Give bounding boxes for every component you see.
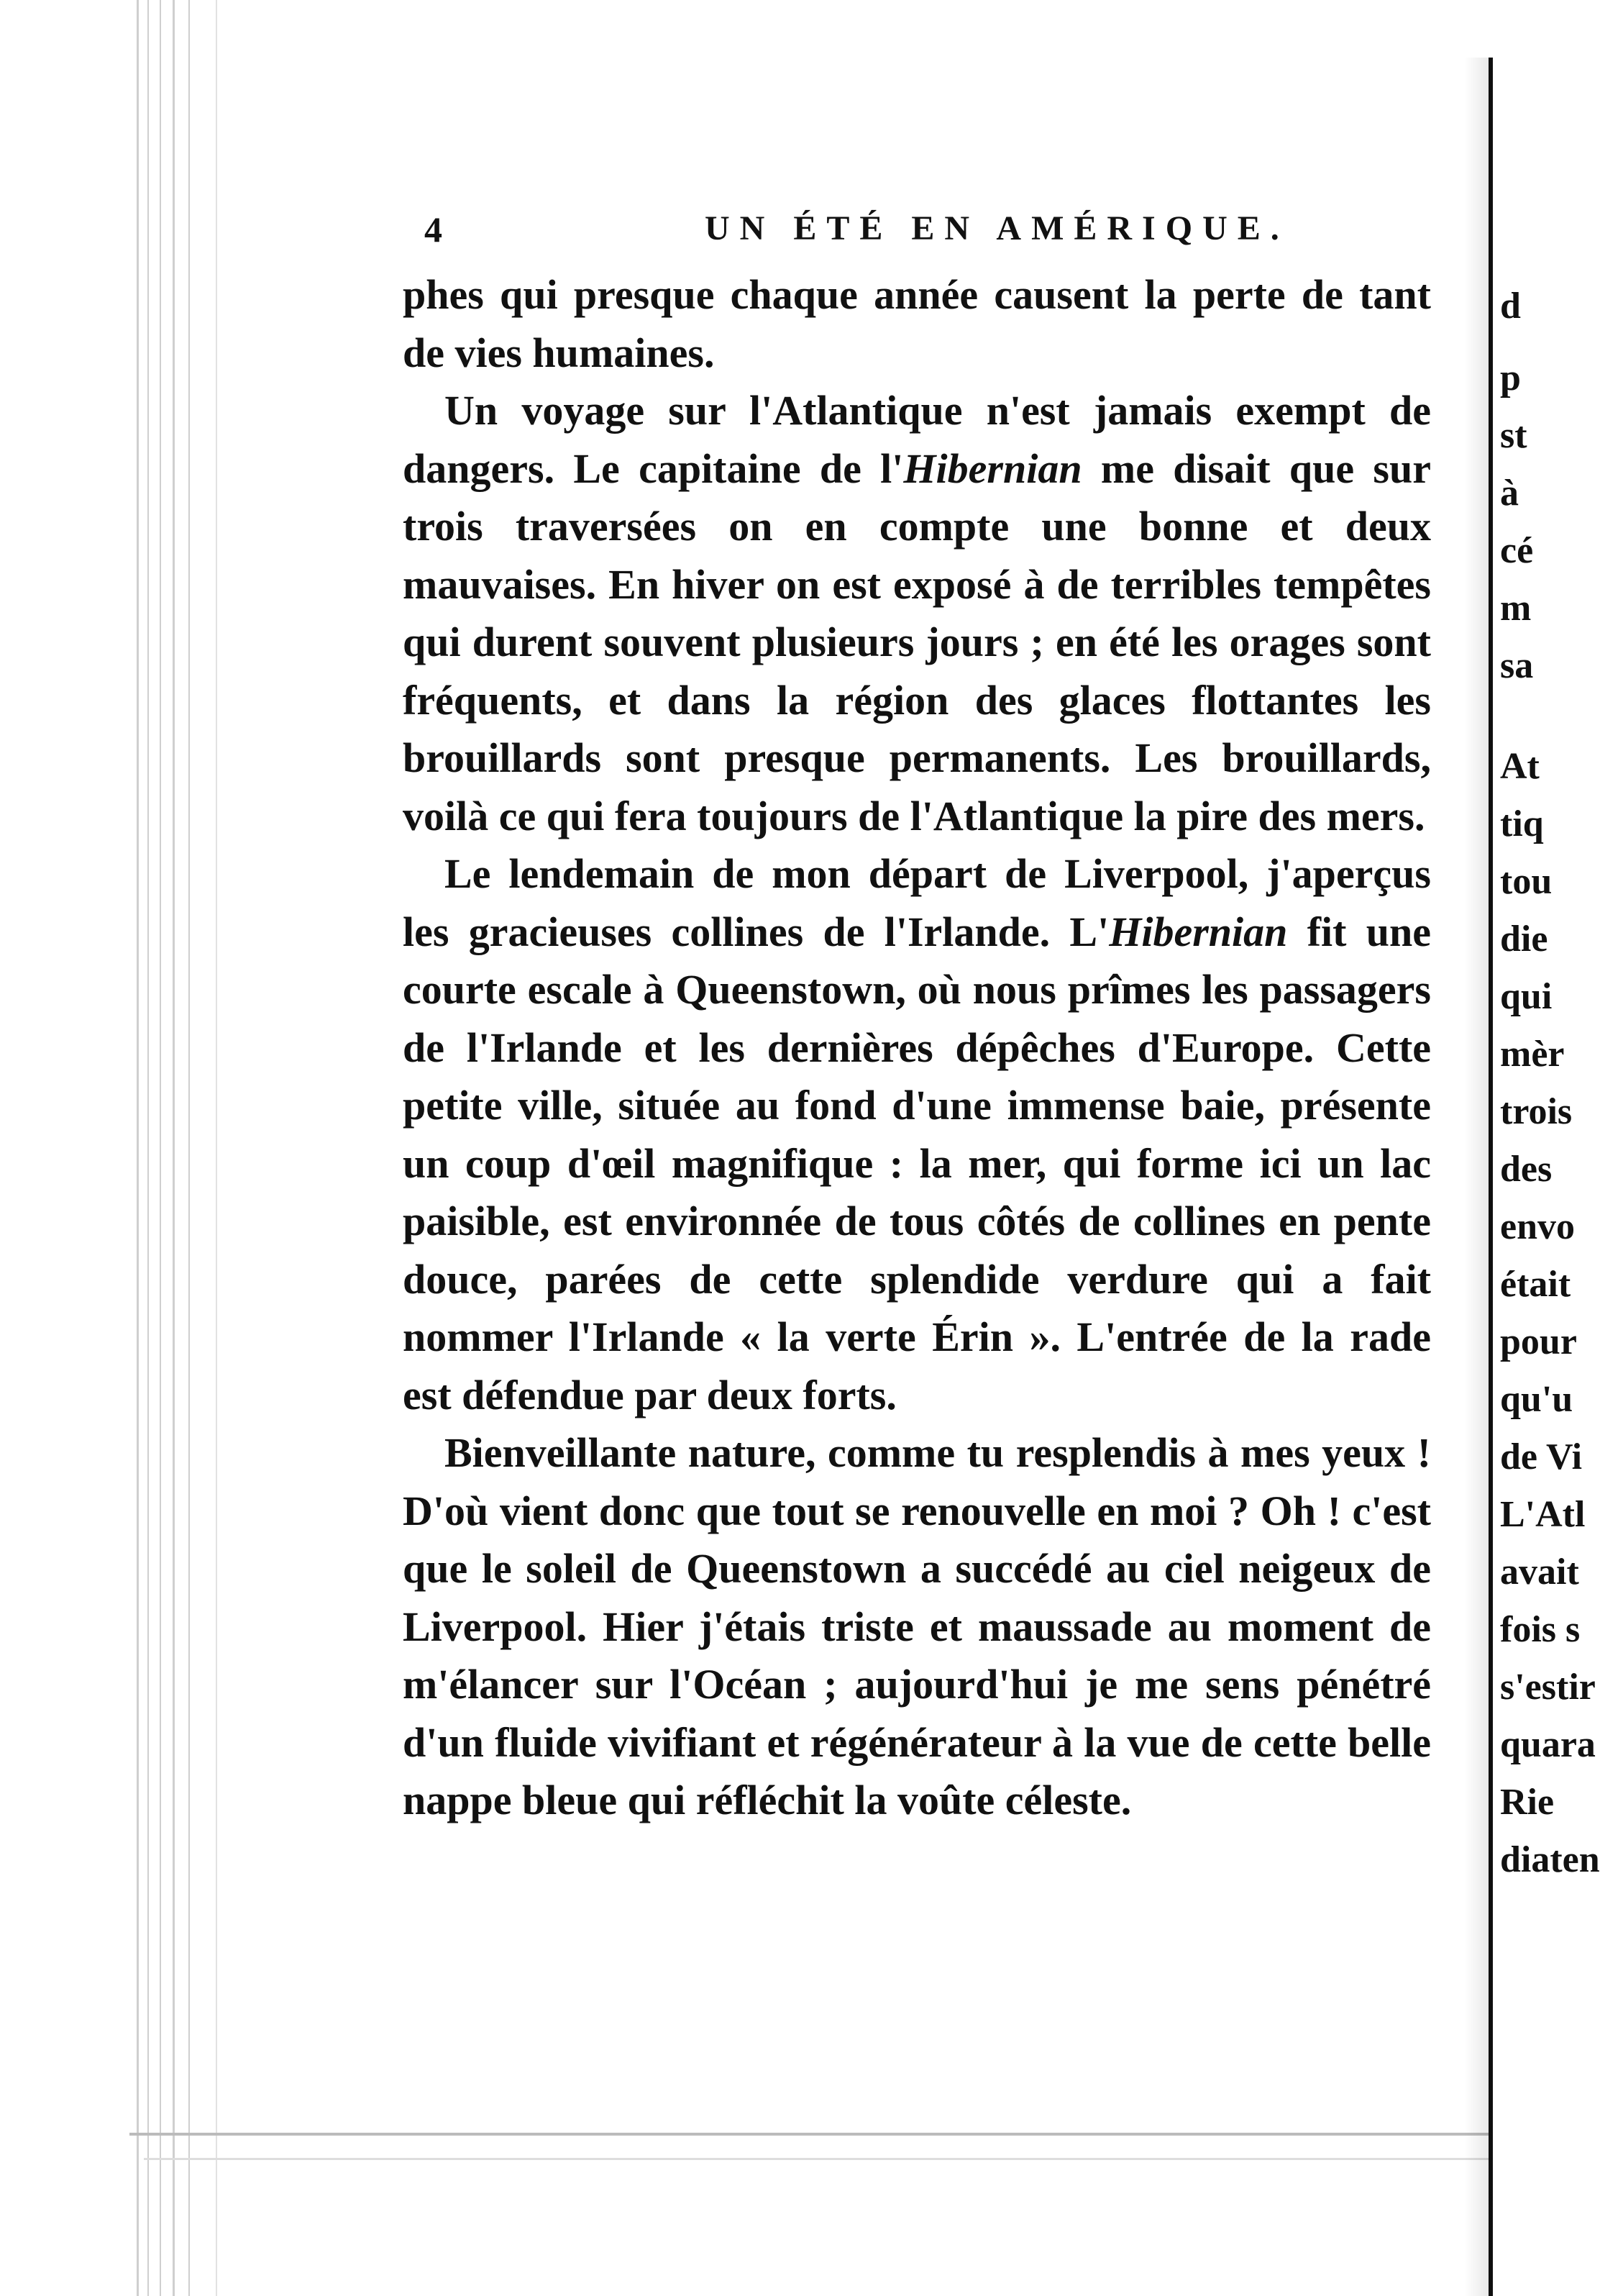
page-bottom-edge — [129, 2133, 1489, 2136]
italic-run: Hibernian — [1109, 908, 1288, 955]
text-run: Bienveillante nature, comme tu resplendis à mes yeux ! D'où vient donc que tout se renouvelle en moi ? Oh ! c'est que le soleil de Queenstown a succédé au ciel neigeux de Liverpool. Hier j'étais triste et maussade au moment de m'élancer sur l'Océan ; aujourd'hui je me sens pénétré d'un fluide vivifiant et régénérateur à la vue de cette belle nappe bleue qui réfléchit la voûte céleste. — [403, 1429, 1431, 1823]
facing-page-fragment: quara — [1500, 1724, 1596, 1765]
facing-page-fragment: qu'u — [1500, 1379, 1573, 1420]
facing-page-fragment: des — [1500, 1149, 1553, 1190]
page-number: 4 — [424, 209, 442, 250]
facing-page-fragment: avait — [1500, 1552, 1579, 1593]
facing-page-fragment: tou — [1500, 861, 1553, 902]
page-header — [403, 209, 1431, 266]
facing-page-fragment: cé — [1500, 530, 1534, 571]
facing-page-fragment: st — [1500, 415, 1527, 456]
paragraph — [403, 266, 1431, 382]
text-run: phes qui presque chaque année causent la perte de tant de vies humaines. — [403, 271, 1431, 376]
text-run: Un voyage sur l'Atlantique n'est jamais exempt de dangers. Le capitaine de l' — [403, 387, 1431, 492]
facing-page-fragment: mèr — [1500, 1034, 1565, 1075]
body-text — [403, 266, 1431, 1830]
facing-page-fragment: Rie — [1500, 1782, 1555, 1823]
facing-page-fragment: à — [1500, 473, 1519, 514]
running-head: UN ÉTÉ EN AMÉRIQUE. — [705, 209, 1289, 247]
facing-page-fragment: die — [1500, 919, 1548, 960]
facing-page-shadow — [1464, 58, 1493, 2296]
facing-page-fragment: s'estir — [1500, 1667, 1596, 1708]
facing-page-fragment: trois — [1500, 1091, 1573, 1132]
facing-page-fragment: tiq — [1500, 803, 1544, 844]
facing-page-fragment: diaten — [1500, 1839, 1600, 1880]
facing-page-fragment: p — [1500, 357, 1521, 398]
page-bottom-edge-shadow — [144, 2158, 1489, 2160]
paragraph — [403, 1424, 1431, 1830]
facing-page-fragment: At — [1500, 746, 1540, 787]
facing-page — [1489, 58, 1600, 2296]
facing-page-fragment: sa — [1500, 645, 1534, 686]
text-run: me disait que sur trois traversées on en compte une bonne et deux mauvaises. En hiver on est exposé à de terribles tempêtes qui durent souvent plusieurs jours ; en été les orages sont fréquents, et dans la région des glaces flottantes les brouillards sont presque permanents. Les brouillards, voilà ce qui fera toujours de l'Atlantique la pire des mers. — [403, 445, 1431, 839]
facing-page-fragment: envo — [1500, 1206, 1575, 1247]
book-page — [403, 209, 1431, 1830]
binding-gutter — [0, 0, 230, 2296]
paragraph — [403, 382, 1431, 845]
text-run: Le lendemain de mon départ de Liverpool, j'aperçus les gracieuses collines de l'Irlande. L' — [403, 850, 1431, 955]
facing-page-fragment: m — [1500, 588, 1532, 629]
facing-page-fragment: L'Atl — [1500, 1494, 1586, 1535]
text-run: fit une courte escale à Queenstown, où nous prîmes les passagers de l'Irlande et les dernières dépêches d'Europe. Cette petite ville, située au fond d'une immense baie, présente un coup d'œil magnifique : la mer, qui forme ici un lac paisible, est environnée de tous côtés de collines en pente douce, parées de cette splendide verdure qui a fait nommer l'Irlande « la verte Érin ». L'entrée de la rade est défendue par deux forts. — [403, 908, 1432, 1418]
facing-page-fragment: d — [1500, 286, 1521, 327]
facing-page-fragment: qui — [1500, 976, 1553, 1017]
paragraph — [403, 845, 1431, 1424]
facing-page-fragment: pour — [1500, 1321, 1577, 1362]
facing-page-fragment: fois s — [1500, 1609, 1581, 1650]
facing-page-fragment: était — [1500, 1264, 1571, 1305]
italic-run: Hibernian — [903, 445, 1082, 492]
facing-page-fragment: de Vi — [1500, 1436, 1583, 1477]
